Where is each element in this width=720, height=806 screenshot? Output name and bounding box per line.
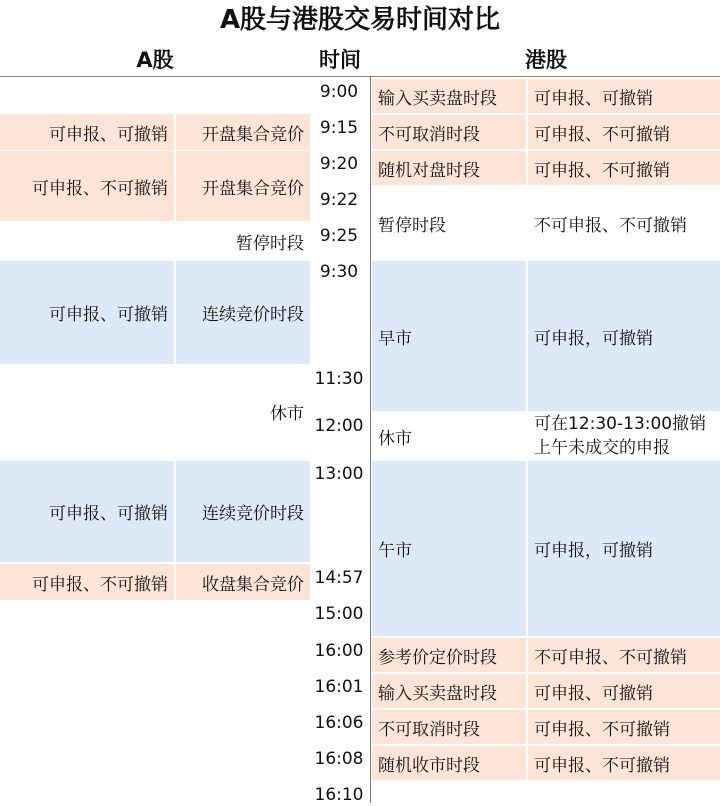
a-opening-auction-nocancel-rule: 可申报、不可撤销 bbox=[0, 151, 174, 221]
time-label: 16:10 bbox=[314, 785, 364, 805]
hk-no-cancel-am-rule: 可申报、不可撤销 bbox=[528, 115, 720, 149]
a-opening-auction-phase: 开盘集合竞价 bbox=[176, 114, 310, 150]
a-pause-phase: 暂停时段 bbox=[236, 233, 304, 254]
hk-afternoon-rule: 可申报，可撤销 bbox=[528, 461, 720, 636]
a-afternoon-continuous-phase: 连续竞价时段 bbox=[176, 461, 310, 562]
hk-input-orders-close-phase: 输入买卖盘时段 bbox=[372, 674, 526, 708]
time-label: 9:25 bbox=[319, 226, 359, 246]
time-label: 16:06 bbox=[314, 713, 364, 733]
a-morning-continuous-rule: 可申报、可撤销 bbox=[0, 261, 174, 364]
hk-reference-price-phase: 参考价定价时段 bbox=[372, 638, 526, 672]
hk-random-close-rule: 可申报、不可撤销 bbox=[528, 746, 720, 780]
time-label: 9:00 bbox=[319, 82, 359, 102]
time-label: 13:00 bbox=[314, 464, 364, 484]
hk-no-cancel-am-phase: 不可取消时段 bbox=[372, 115, 526, 149]
hk-morning-phase: 早市 bbox=[372, 261, 526, 411]
time-label: 14:57 bbox=[314, 568, 364, 588]
time-label: 9:20 bbox=[319, 154, 359, 174]
time-header: 时间 bbox=[319, 48, 361, 72]
time-label: 9:22 bbox=[319, 190, 359, 210]
a-closing-auction-rule: 可申报、不可撤销 bbox=[0, 564, 174, 600]
a-opening-auction-nocancel-phase: 开盘集合竞价 bbox=[176, 151, 310, 221]
hk-no-cancel-close-phase: 不可取消时段 bbox=[372, 710, 526, 744]
hk-input-orders-am-phase: 输入买卖盘时段 bbox=[372, 79, 526, 113]
time-label: 11:30 bbox=[314, 369, 364, 389]
time-label: 12:00 bbox=[314, 416, 364, 436]
hk-random-matching-phase: 随机对盘时段 bbox=[372, 151, 526, 185]
hk-afternoon-phase: 午市 bbox=[372, 461, 526, 636]
hk-random-close-phase: 随机收市时段 bbox=[372, 746, 526, 780]
a-morning-continuous-phase: 连续竞价时段 bbox=[176, 261, 310, 364]
hk-morning-rule: 可申报，可撤销 bbox=[528, 261, 720, 411]
time-axis-line bbox=[370, 76, 371, 803]
time-label: 16:00 bbox=[314, 641, 364, 661]
hk-lunch-rule-line1: 可在12:30-13:00撤销 bbox=[534, 414, 707, 434]
a-opening-auction-rule: 可申报、可撤销 bbox=[0, 114, 174, 150]
time-label: 9:15 bbox=[319, 118, 359, 138]
time-label: 15:00 bbox=[314, 604, 364, 624]
a-afternoon-continuous-rule: 可申报、可撤销 bbox=[0, 461, 174, 562]
hk-no-cancel-close-rule: 可申报、不可撤销 bbox=[528, 710, 720, 744]
time-label: 16:08 bbox=[314, 749, 364, 769]
hk-input-orders-close-rule: 可申报、可撤销 bbox=[528, 674, 720, 708]
hk-reference-price-rule: 不可申报、不可撤销 bbox=[528, 638, 720, 672]
hk-blocking-rule: 不可申报、不可撤销 bbox=[534, 215, 687, 236]
hk-random-matching-rule: 可申报、不可撤销 bbox=[528, 151, 720, 185]
a-closing-auction-phase: 收盘集合竞价 bbox=[176, 564, 310, 600]
time-label: 16:01 bbox=[314, 677, 364, 697]
hk-blocking-phase: 暂停时段 bbox=[378, 215, 446, 236]
hk-lunch-phase: 休市 bbox=[378, 428, 412, 449]
hk-lunch-rule-line2: 上午未成交的申报 bbox=[534, 438, 670, 458]
a-break-phase: 休市 bbox=[270, 403, 304, 424]
header-divider bbox=[0, 76, 720, 77]
hk-input-orders-am-rule: 可申报、可撤销 bbox=[528, 79, 720, 113]
time-label: 9:30 bbox=[319, 262, 359, 282]
page-title: A股与港股交易时间对比 bbox=[219, 5, 501, 35]
hk-header: 港股 bbox=[525, 48, 567, 72]
hk-lunch-rule bbox=[528, 412, 720, 460]
a-share-header: A股 bbox=[136, 48, 174, 72]
